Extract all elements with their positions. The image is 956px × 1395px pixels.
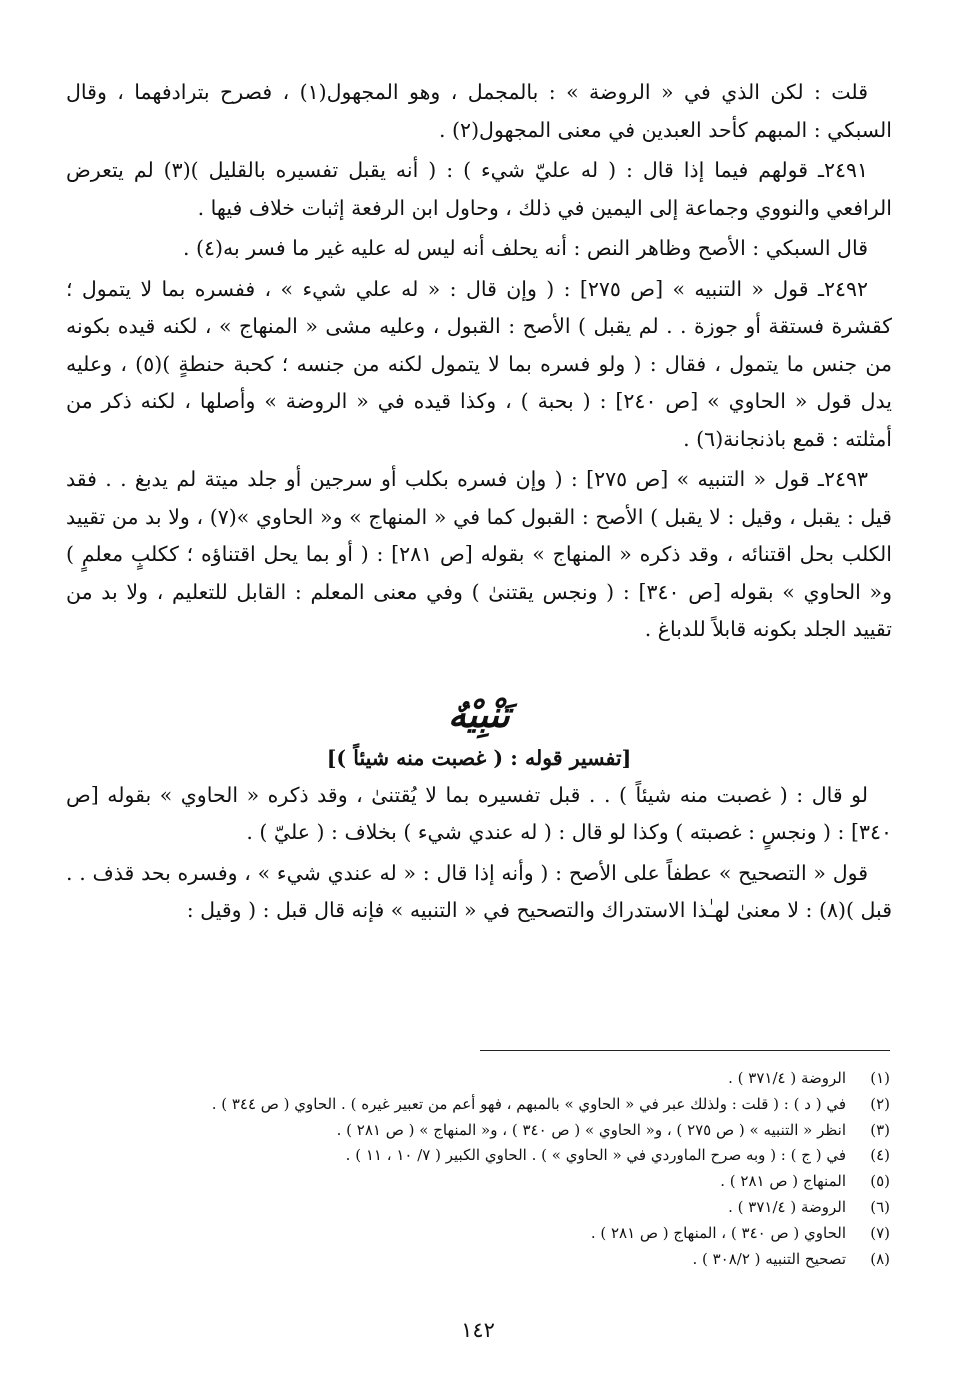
paragraph: ٢٤٩١ـ قولهم فيما إذا قال : ( له عليّ شيء ) : ( أنه يقبل تفسيره بالقليل )(٣) لم يتعرض الرافعي والنووي وجماعة إلى اليمين في ذلك ، وحاول ابن الرفعة إثبات خلاف فيها . — [66, 158, 892, 220]
paragraph: قال السبكي : الأصح وظاهر النص : أنه يحلف أنه ليس له عليه غير ما فسر به(٤) . — [182, 236, 868, 260]
footnote-number: (٦) — [870, 1197, 890, 1216]
section-heading: تَنْبِيْهٌ — [448, 693, 510, 736]
footnote-text: تصحيح التنبيه ( ٣٠٨/٢ ) . — [692, 1249, 846, 1268]
footnote-text: انظر « التنبيه » ( ص ٢٧٥ ) ، و« الحاوي » ( ص ٣٤٠ ) ، و« المنهاج » ( ص ٢٨١ ) . — [336, 1120, 846, 1139]
footnote — [130, 1066, 890, 1092]
footnote — [130, 1143, 890, 1169]
footnote-number: (٧) — [870, 1223, 890, 1242]
footnote-text: المنهاج ( ص ٢٨١ ) . — [720, 1172, 846, 1191]
footnote-number: (٤) — [870, 1146, 890, 1165]
footnote-number: (١) — [870, 1069, 890, 1087]
footnote — [130, 1221, 890, 1247]
footnote-number: (٢) — [870, 1094, 890, 1113]
footnote-number: (٥) — [870, 1172, 890, 1191]
main-text — [66, 74, 892, 933]
page-number: ١٤٢ — [461, 1318, 495, 1342]
section-subheading: [تفسير قوله : ( غصبت منه شيئاً )] — [326, 745, 632, 770]
paragraph: ٢٤٩٢ـ قول « التنبيه » [ص ٢٧٥] : ( وإن قال : « له علي شيء » ، ففسره بما لا يتمول ؛ كقشرة فستقة أو جوزة . . لم يقبل ) الأصح : القبول ، وعليه مشى « المنهاج » ، لكنه قيده بكونه من جنس ما يتمول ، فقال : ( ولو فسره بما لا يتمول لكنه من جنسه ؛ كحبة حنطةٍ )(٥) ، وعليه يدل قول « الحاوي » [ص ٢٤٠] : ( بحبة ) ، وكذا قيده في « الروضة » وأصلها ، لكنه ذكر من أمثلته : قمع باذنجانة(٦) . — [66, 276, 892, 451]
paragraph: قلت : لكن الذي في « الروضة » : بالمجمل ، وهو المجهول(١) ، فصرح بترادفهما ، وقال السبكي : المبهم كأحد العبدين في معنى المجهول(٢) . — [66, 80, 892, 142]
footnote — [130, 1092, 890, 1118]
footnote — [130, 1195, 890, 1221]
footnote-text: الروضة ( ٣٧١/٤ ) . — [728, 1197, 846, 1216]
paragraph: قول « التصحيح » عطفاً على الأصح : ( وأنه إذا قال : « له عندي شيء » ، وفسره بحد قذف . . قبل )(٨) : لا معنىٰ لهـٰذا الاستدراك والتصحيح في « التنبيه » فإنه قال قبل : ( وقيل : — [66, 860, 892, 922]
footnote — [130, 1247, 890, 1273]
footnotes — [130, 1066, 890, 1272]
paragraph: لو قال : ( غصبت منه شيئاً ) . . قبل تفسيره بما لا يُقتنىٰ ، وقد ذكره « الحاوي » بقوله [ص ٣٤٠] : ( ونجسٍ : غصبته ) وكذا لو قال : ( له عندي شيء ) بخلاف : ( عليّ ) . — [66, 782, 892, 844]
footnote — [130, 1118, 890, 1144]
paragraph: ٢٤٩٣ـ قول « التنبيه » [ص ٢٧٥] : ( وإن فسره بكلب أو سرجين أو جلد ميتة لم يدبغ . . فقد قيل : يقبل ، وقيل : لا يقبل ) الأصح : القبول كما في « المنهاج » و« الحاوي »(٧) ، ولا بد من تقييد الكلب بحل اقتنائه ، وقد ذكره « المنهاج » بقوله [ص ٢٨١] : ( أو بما يحل اقتناؤه ؛ ككلبٍ معلمٍ ) و« الحاوي » بقوله [ص ٣٤٠] : ( ونجس يقتنىٰ ) وفي معنى المعلم : القابل للتعليم ، ولا بد من تقييد الجلد بكونه قابلاً للدباغ . — [66, 467, 892, 641]
footnote-text: في ( ج ) : ( وبه صرح الماوردي في « الحاوي » ) . الحاوي الكبير ( ٧/ ١٠ ، ١١ ) . — [345, 1146, 846, 1165]
footnote-text: في ( د ) : ( قلت : ولذلك عبر في « الحاوي » بالمبهم ، فهو أعم من تعبير غيره ) . الحاوي ( ص ٣٤٤ ) . — [211, 1094, 846, 1113]
footnote — [130, 1169, 890, 1195]
footnote-number: (٨) — [870, 1249, 890, 1268]
footnote-divider — [480, 1050, 890, 1051]
footnote-number: (٣) — [870, 1120, 890, 1139]
footnote-text: الروضة ( ٣٧١/٤ ) . — [728, 1069, 846, 1087]
footnote-text: الحاوي ( ص ٣٤٠ ) ، المنهاج ( ص ٢٨١ ) . — [590, 1223, 846, 1242]
